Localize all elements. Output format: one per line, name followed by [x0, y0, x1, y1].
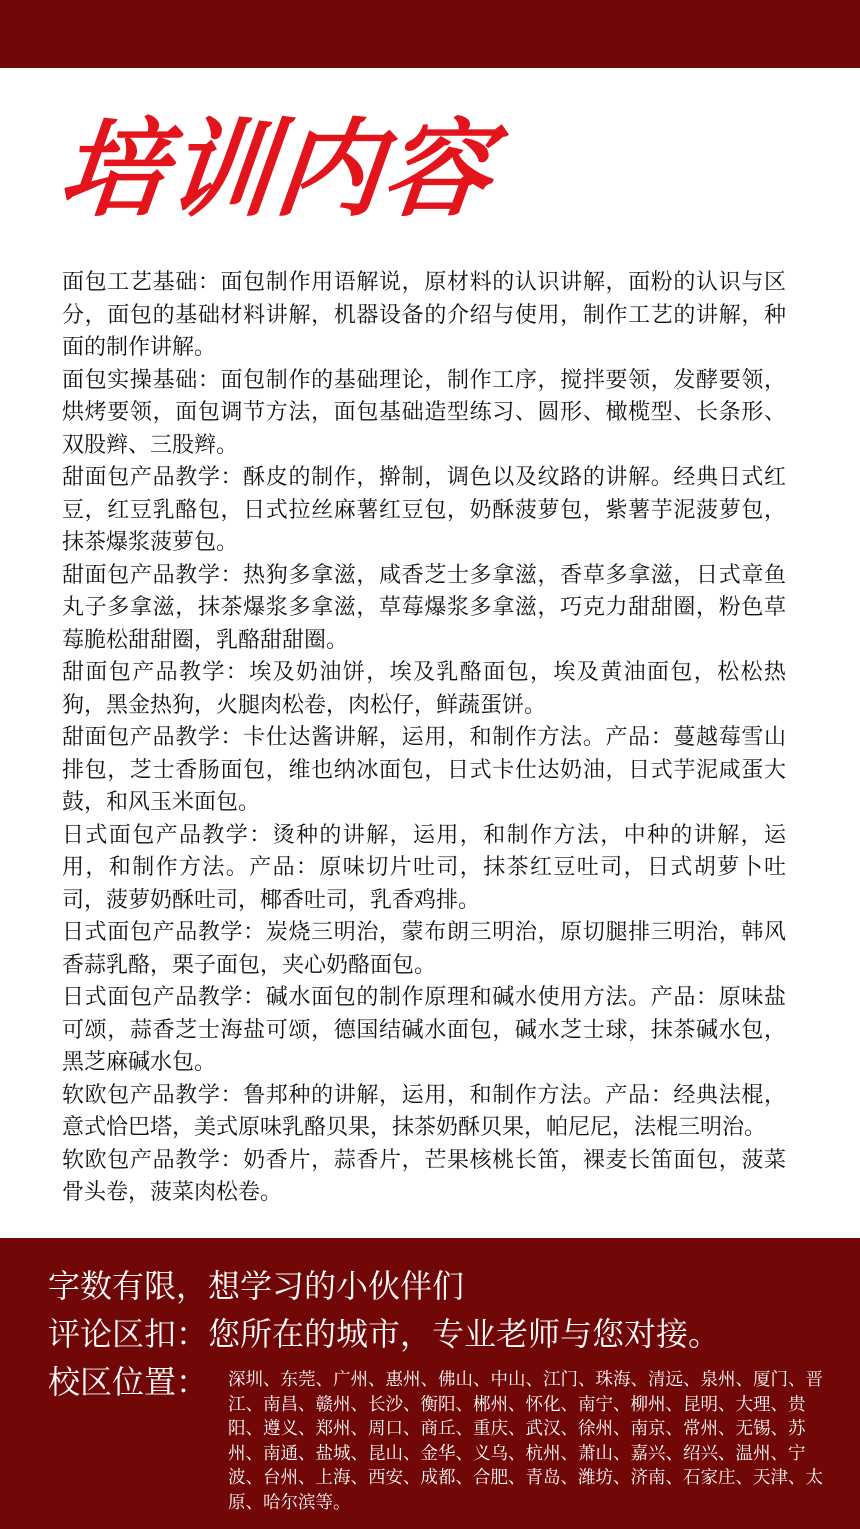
- content-paragraph: 面包实操基础：面包制作的基础理论，制作工序，搅拌要领，发酵要领，烘烤要领，面包调节方法，面包基础造型练习、圆形、橄榄型、长条形、双股辫、三股辫。: [62, 367, 786, 458]
- content-paragraph: 日式面包产品教学：烫种的讲解，运用，和制作方法，中种的讲解，运用，和制作方法。产品：原味切片吐司，抹茶红豆吐司，日式胡萝卜吐司，菠萝奶酥吐司，椰香吐司，乳香鸡排。: [62, 822, 786, 913]
- footer-panel: [0, 1238, 860, 1529]
- slogan-line-2: 评论区扣：您所在的城市，专业老师与您对接。: [48, 1315, 721, 1353]
- content-paragraph: 甜面包产品教学：埃及奶油饼，埃及乳酪面包，埃及黄油面包，松松热狗，黑金热狗，火腿肉松卷，肉松仔，鲜蔬蛋饼。: [62, 660, 786, 718]
- campus-label: 校区位置：: [48, 1363, 209, 1401]
- content-paragraph: 面包工艺基础：面包制作用语解说，原材料的认识讲解，面粉的认识与区分，面包的基础材料讲解，机器设备的介绍与使用，制作工艺的讲解，种面的制作讲解。: [62, 270, 786, 360]
- content-paragraph: 软欧包产品教学：鲁邦种的讲解，运用，和制作方法。产品：经典法棍，意式恰巴塔，美式原味乳酪贝果，抹茶奶酥贝果，帕尼尼，法棍三明治。: [62, 1082, 786, 1140]
- training-content: [62, 267, 786, 1210]
- content-paragraph: 甜面包产品教学：卡仕达酱讲解，运用，和制作方法。产品：蔓越莓雪山排包，芝士香肠面包，维也纳冰面包，日式卡仕达奶油，日式芋泥咸蛋大鼓，和风玉米面包。: [62, 725, 786, 815]
- content-paragraph: 日式面包产品教学：炭烧三明治，蒙布朗三明治，原切腿排三明治，韩风香蒜乳酪，栗子面包，夹心奶酪面包。: [62, 920, 786, 978]
- content-paragraph: 甜面包产品教学：热狗多拿滋，咸香芝士多拿滋，香草多拿滋，日式章鱼丸子多拿滋，抹茶爆浆多拿滋，草莓爆浆多拿滋，巧克力甜甜圈，粉色草莓脆松甜甜圈，乳酪甜甜圈。: [62, 562, 786, 653]
- content-paragraph: 软欧包产品教学：奶香片，蒜香片，芒果核桃长笛，裸麦长笛面包，菠菜骨头卷，菠菜肉松卷。: [62, 1147, 786, 1205]
- slogan-line-1: 字数有限，想学习的小伙伴们: [48, 1267, 465, 1305]
- content-paragraph: 甜面包产品教学：酥皮的制作，擀制，调色以及纹路的讲解。经典日式红豆，红豆乳酪包，日式拉丝麻薯红豆包，奶酥菠萝包，紫薯芋泥菠萝包，抹茶爆浆菠萝包。: [62, 465, 786, 555]
- top-banner-bar: [0, 0, 860, 68]
- campus-city-list: 深圳、东莞、广州、惠州、佛山、中山、江门、珠海、清远、泉州、厦门、晋江、南昌、赣州、长沙、衡阳、郴州、怀化、南宁、柳州、昆明、大理、贵阳、遵义、郑州、周口、商丘、重庆、武汉、徐州、南京、常州、无锡、苏州、南通、盐城、昆山、金华、义乌、杭州、萧山、嘉兴、绍兴、温州、宁波、台州、上海、西安、成都、合肥、青岛、潍坊、济南、石家庄、天津、太原、哈尔滨等。: [228, 1370, 823, 1513]
- page-title: 培训内容: [53, 108, 499, 231]
- content-paragraph: 日式面包产品教学：碱水面包的制作原理和碱水使用方法。产品：原味盐可颂，蒜香芝士海盐可颂，德国结碱水面包，碱水芝士球，抹茶碱水包，黑芝麻碱水包。: [62, 985, 786, 1075]
